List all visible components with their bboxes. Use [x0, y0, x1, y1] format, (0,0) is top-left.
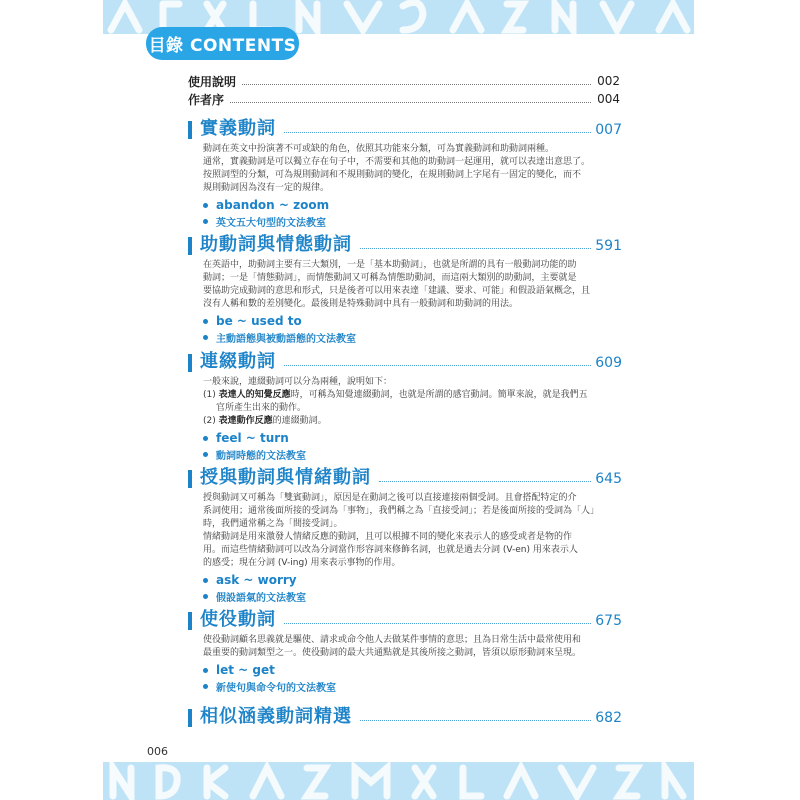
toc-section-auxiliary-modal-verbs — [188, 231, 622, 345]
bullet-icon — [203, 578, 208, 583]
grammar-topic-item — [203, 446, 622, 462]
section-marker — [188, 612, 192, 630]
description-line: 通常，實義動詞是可以獨立存在句子中，不需要和其他的助動詞一起運用，就可以表達出意思了。 — [203, 157, 591, 167]
section-heading[interactable] — [188, 606, 622, 630]
description-line: 使役動詞顧名思義就是驅使、請求或命令他人去做某件事情的意思；且為日常生活中最常使用和 — [203, 635, 582, 645]
section-description — [203, 376, 622, 428]
section-page: 675 — [595, 613, 622, 629]
section-title: 授與動詞與情緒動詞 — [200, 467, 371, 488]
emphasis-text: 表達動作反應 — [218, 416, 273, 426]
page-number: 006 — [147, 745, 168, 758]
dot-leader — [360, 248, 591, 249]
bullet-icon — [203, 203, 208, 208]
grammar-topic: 英文五大句型的文法教室 — [216, 217, 326, 229]
section-title: 使役動詞 — [200, 609, 276, 630]
word-range: abandon ~ zoom — [216, 198, 330, 212]
section-page: 609 — [595, 355, 622, 371]
dot-leader — [284, 132, 591, 133]
word-range: let ~ get — [216, 663, 275, 677]
description-line: 要協助完成動詞的意思和形式，只是後者可以用來表達「建議、要求、可能」和假設語氣概念，且 — [203, 286, 591, 296]
toc-entry-label: 作者序 — [188, 92, 225, 107]
description-line — [203, 415, 622, 428]
section-page: 591 — [595, 238, 622, 254]
toc-entry-page: 002 — [597, 74, 620, 88]
description-line: 用。而這些情緒動詞可以改為分詞當作形容詞來修飾名詞，也就是過去分詞 (V-en) 用來表示人 — [203, 545, 578, 555]
grammar-topic-item — [203, 213, 622, 229]
section-heading[interactable] — [188, 115, 622, 139]
toc-entry-label: 使用說明 — [188, 74, 237, 89]
bullet-icon — [203, 684, 208, 689]
item-text: 的連綴動詞。 — [272, 416, 327, 426]
dot-leader — [284, 365, 591, 366]
emphasis-text: 表達人的知覺反應 — [218, 390, 291, 400]
toc-section-content-verbs — [188, 115, 622, 229]
item-number: (2) — [203, 416, 216, 426]
word-range-item — [203, 197, 622, 213]
description-line — [203, 389, 622, 402]
grammar-topic-item — [203, 678, 622, 694]
dot-leader — [284, 623, 591, 624]
grammar-topic: 新使句與命令句的文法教室 — [216, 682, 336, 694]
section-description — [203, 634, 622, 660]
contents-title-banner — [146, 27, 299, 60]
section-marker — [188, 354, 192, 372]
description-line: 規則動詞因為沒有一定的規律。 — [203, 183, 330, 193]
toc-entry-usage[interactable] — [188, 72, 620, 90]
toc-section-causative-verbs — [188, 606, 622, 694]
section-title: 助動詞與情態動詞 — [200, 234, 352, 255]
section-description — [203, 259, 622, 311]
description-line: 動詞在英文中扮演著不可或缺的角色，依照其功能來分類，可為實義動詞和助動詞兩種。 — [203, 144, 555, 154]
toc-entry-page: 004 — [597, 92, 620, 106]
bullet-icon — [203, 436, 208, 441]
description-line: 按照詞型的分類，可為規則動詞和不規則動詞的變化，在規則動詞上字尾有一固定的變化，而不 — [203, 170, 582, 180]
item-number: (1) — [203, 390, 216, 400]
bullet-icon — [203, 452, 208, 457]
description-line: 時，我們通常稱之為「間接受詞」。 — [203, 519, 343, 529]
grammar-topic: 動詞時態的文法教室 — [216, 450, 306, 462]
section-heading[interactable] — [188, 464, 622, 488]
description-line: 的感受；現在分詞 (V-ing) 用來表示事物的作用。 — [203, 558, 401, 568]
item-text: 時，可稱為知覺連綴動詞，也就是所謂的感官動詞。簡單來說，就是我們五 — [290, 390, 588, 400]
grammar-topic: 假設語氣的文法教室 — [216, 592, 306, 604]
section-title: 連綴動詞 — [200, 351, 276, 372]
bottom-decorative-band — [103, 762, 694, 800]
section-marker — [188, 470, 192, 488]
section-title: 相似涵義動詞精選 — [200, 706, 352, 727]
description-line: 動詞；一是「情態動詞」，而情態動詞又可稱為情態助動詞，而這兩大類別的助動詞，主要就是 — [203, 273, 577, 283]
description-line: 一般來說，連綴動詞可以分為兩種，說明如下： — [203, 377, 393, 387]
bullet-icon — [203, 594, 208, 599]
word-range-item — [203, 313, 622, 329]
description-line: 最重要的動詞類型之一。使役動詞的最大共通點就是其後所接之動詞，皆須以原形動詞來呈現。 — [203, 648, 582, 658]
section-page: 645 — [595, 471, 622, 487]
section-description — [203, 492, 622, 570]
section-page: 007 — [595, 122, 622, 138]
description-line: 情緒動詞是用來激發人情緒反應的動詞，且可以根據不同的變化來表示人的感受或者是物的作 — [203, 532, 573, 542]
description-line: 系詞使用；通常後面所接的受詞為「事物」，我們稱之為「直接受詞」；若是後面所接的受詞為「人」 — [203, 506, 600, 516]
toc-section-similar-meaning-verbs — [188, 703, 622, 727]
section-description — [203, 143, 622, 195]
dot-leader — [230, 102, 591, 103]
word-range: ask ~ worry — [216, 573, 297, 587]
bullet-icon — [203, 319, 208, 324]
toc-entry-preface[interactable] — [188, 90, 620, 108]
section-heading[interactable] — [188, 348, 622, 372]
section-heading[interactable] — [188, 703, 622, 727]
section-title: 實義動詞 — [200, 118, 276, 139]
toc-section-linking-verbs — [188, 348, 622, 462]
dot-leader — [242, 84, 591, 85]
contents-title: 目錄 CONTENTS — [148, 36, 297, 56]
description-line: 授與動詞又可稱為「雙賓動詞」，原因是在動詞之後可以直接連接兩個受詞。且會搭配特定的介 — [203, 493, 577, 503]
bullet-icon — [203, 335, 208, 340]
dot-leader — [379, 481, 591, 482]
section-marker — [188, 121, 192, 139]
bullet-icon — [203, 219, 208, 224]
grammar-topic-item — [203, 588, 622, 604]
grammar-topic: 主動語態與被動語態的文法教室 — [216, 333, 356, 345]
word-range: feel ~ turn — [216, 431, 289, 445]
description-line: 官所產生出來的動作。 — [216, 403, 307, 413]
description-line: 沒有人稱和數的差別變化。最後則是特殊動詞中具有一般動詞和助動詞的用法。 — [203, 299, 519, 309]
grammar-topic-item — [203, 329, 622, 345]
bullet-icon — [203, 668, 208, 673]
word-range-item — [203, 430, 622, 446]
section-marker — [188, 237, 192, 255]
word-range-item — [203, 662, 622, 678]
section-marker — [188, 709, 192, 727]
dot-leader — [360, 720, 591, 721]
description-line: 在英語中，助動詞主要有三大類別，一是「基本助動詞」，也就是所謂的具有一般動詞功能的助 — [203, 260, 577, 270]
word-range-item — [203, 572, 622, 588]
toc-section-dative-emotion-verbs — [188, 464, 622, 604]
section-page: 682 — [595, 710, 622, 726]
section-heading[interactable] — [188, 231, 622, 255]
word-range: be ~ used to — [216, 314, 302, 328]
